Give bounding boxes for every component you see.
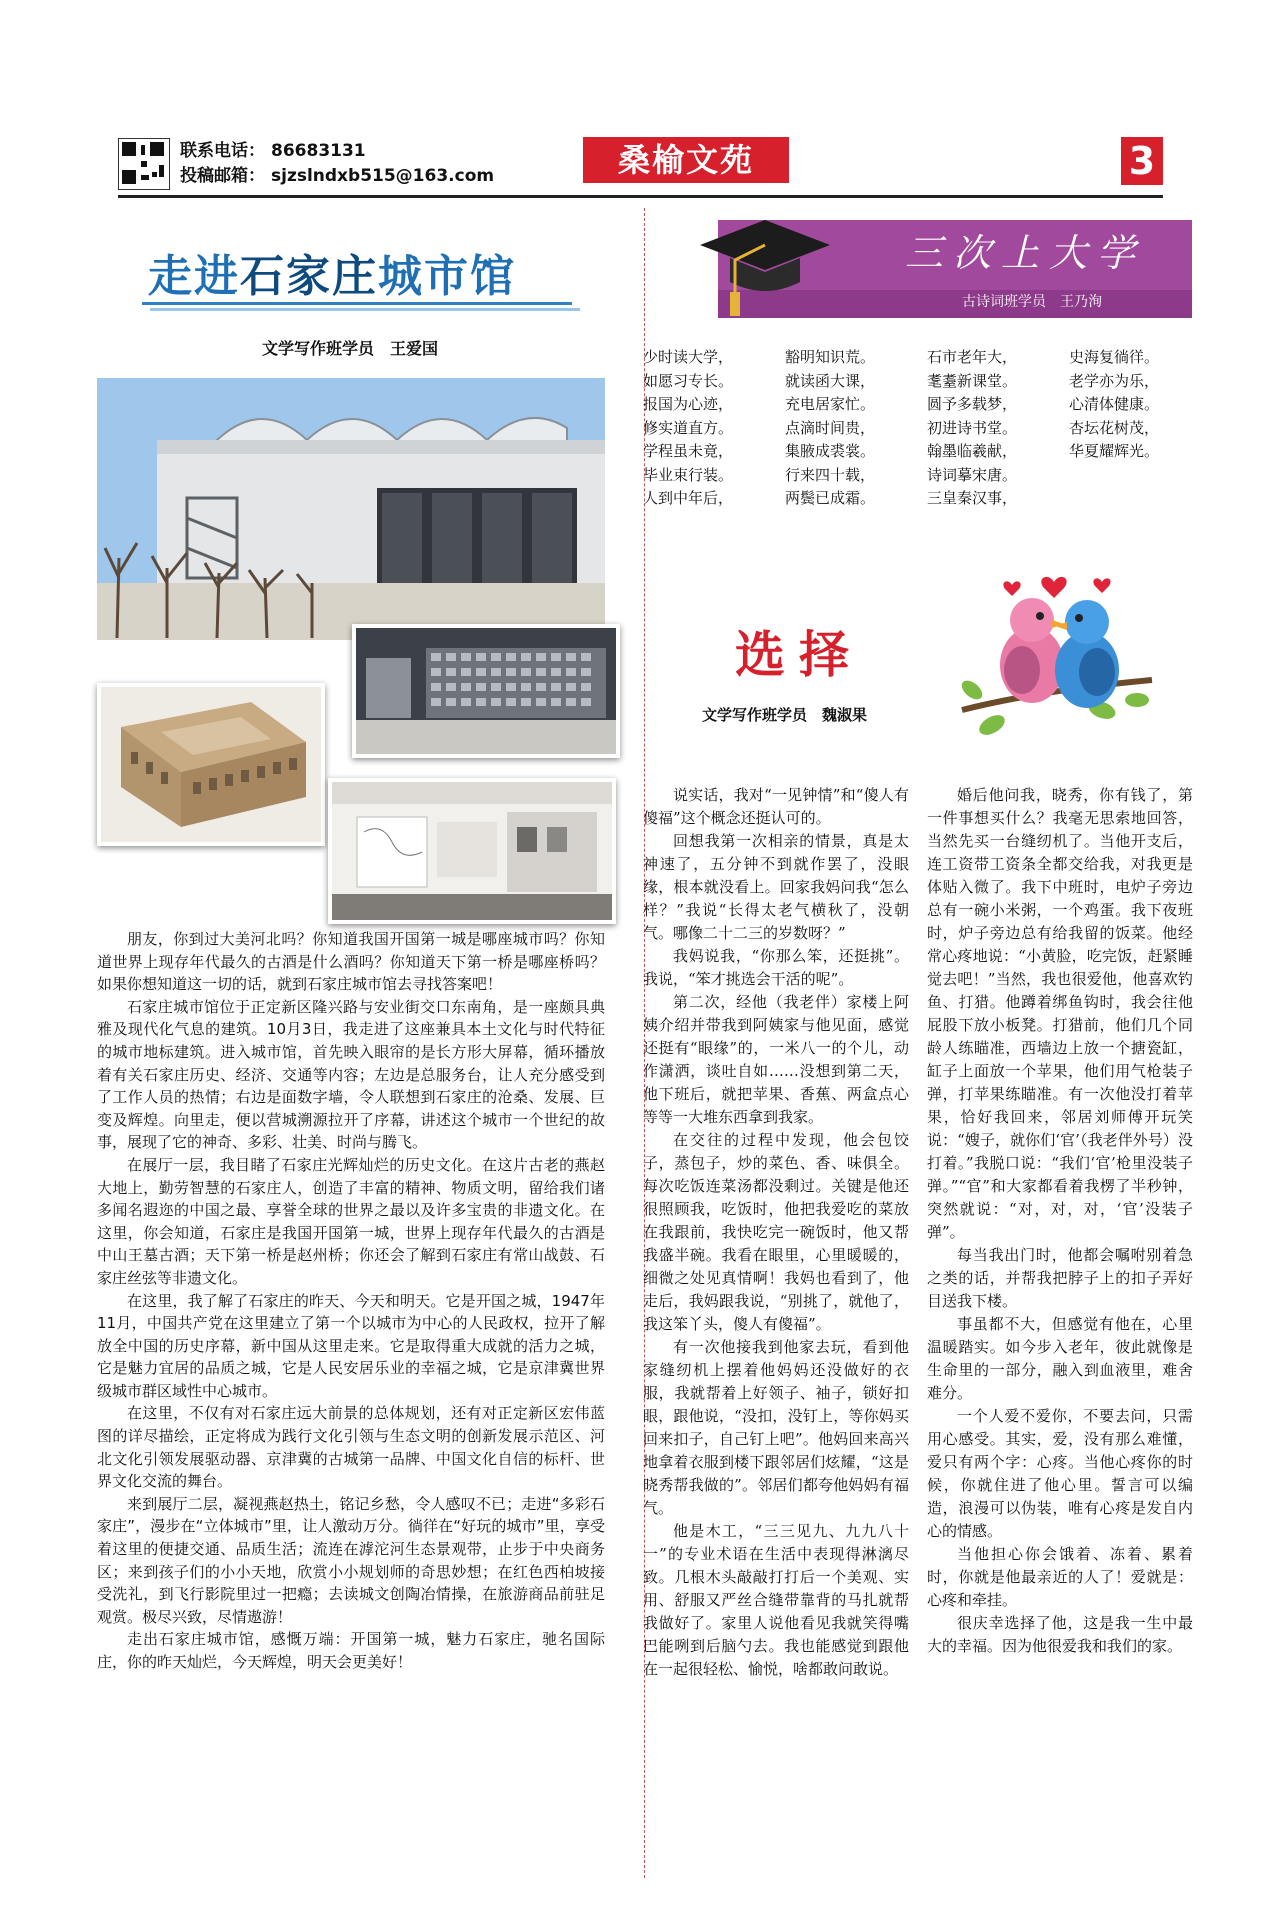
building-model-photo xyxy=(97,683,325,846)
paragraph: 有一次他接我到他家去玩，看到他家缝纫机上摆着他妈妈还没做好的衣服，我就帮着上好领子、袖子，锁好扣眼，跟他说，“没扣，没钉上，等你妈买回来扣子，自己钉上吧”。他妈回来高兴地拿着衣服到楼下跟邻居们炫耀，“这是晓秀帮我做的”。邻居们都夸他妈妈有福气。 xyxy=(643,1338,909,1517)
phone-label: 联系电话： xyxy=(180,141,265,161)
right-article-body xyxy=(643,784,1193,1874)
email-address: sjzslndxb515@163.com xyxy=(271,166,495,186)
paragraph: 婚后他问我，晓秀，你有钱了，第一件事想买什么？我毫无思索地回答，当然先买一台缝纫机了。当他开支后，连工资带工资条全都交给我，对我更是体贴入微了。我下中班时，电炉子旁边总有一碗小米粥，一个鸡蛋。我下夜班时，炉子旁边总有给我留的饭菜。他经常心疼地说：“小黄脸，吃完饭，赶紧睡觉去吧！”当然，我也很爱他，他喜欢钓鱼、打猎。他蹲着绑鱼钩时，我会往他屁股下放小板凳。打猎前，他们几个同龄人练瞄准，西墙边上放一个搪瓷缸，缸子上面放一个苹果，他们用气枪装子弹，打苹果练瞄准。有一次他没打着苹果，恰好我回来，邻居刘师傅开玩笑说：“嫂子，就你们‘官’（我老伴外号）没打着。”我脱口说：“我们‘官’枪里没装子弹。”“官”和大家都看着我楞了半秒钟，突然就说：“对，对，对，‘官’没装子弹”。 xyxy=(927,786,1193,1241)
poem-row: 少时读大学， 豁明知识荒。 石市老年大， 史海复徜徉。 xyxy=(643,348,1160,366)
page-number: 3 xyxy=(1121,137,1163,185)
poem-author: 古诗词班学员 王乃洵 xyxy=(962,294,1102,310)
left-article-title: 走进石家庄城市馆 xyxy=(148,251,516,302)
paragraph: 在展厅一层，我目睹了石家庄光辉灿烂的历史文化。在这片古老的燕赵大地上，勤劳智慧的石家庄人，创造了丰富的精神、物质文明，留给我们诸多闻名遐迩的中国之最、享誉全球的世界之最以及许多宝贵的非遗文化。在这里，你会知道，石家庄是我国开国第一城，世界上现存年代最久的古酒是中山王墓古酒；天下第一桥是赵州桥；你还会了解到石家庄有常山战鼓、石家庄丝弦等非遗文化。 xyxy=(97,1155,605,1287)
left-article-author: 文学写作班学员 王爱国 xyxy=(262,339,439,358)
paragraph: 在这里，不仅有对石家庄远大前景的总体规划，还有对正定新区宏伟蓝图的详尽描绘，正定将成为践行文化引领与生态文明的创新发展示范区、河北文化引领发展驱动器、京津冀的古城第一品牌、中国文化自信的标杆、世界文化交流的舞台。 xyxy=(97,1404,605,1491)
paragraph: 我妈说我，“你那么笨，还挺挑”。我说，“笨才挑选会干活的呢”。 xyxy=(643,947,909,988)
paragraph: 很庆幸选择了他，这是我一生中最大的幸福。因为他很爱我和我们的家。 xyxy=(927,1614,1193,1655)
right-article-title: 选择 xyxy=(735,625,863,684)
exhibition-hall-photo xyxy=(328,778,616,924)
paragraph: 在交往的过程中发现，他会包饺子，蒸包子，炒的菜色、香、味俱全。每次吃饭连菜汤都没剩过。关键是他还很照顾我，吃饭时，他把我爱吃的菜放在我跟前，我快吃完一碗饭时，他又帮我盛半碗。我看在眼里，心里暖暖的，细微之处见真情啊！我妈也看到了，他走后，我妈跟我说，“别挑了，就他了，我这笨丫头，傻人有傻福”。 xyxy=(643,1131,909,1333)
paragraph: 石家庄城市馆位于正定新区隆兴路与安业街交口东南角，是一座颇具典雅及现代化气息的建筑。10月3日，我走进了这座兼具本土文化与时代特征的城市地标建筑。进入城市馆，首先映入眼帘的是长方形大屏幕，循环播放着有关石家庄历史、经济、交通等内容；左边是总服务台，让人充分感受到了工作人员的热情；右边是面数字墙，令人联想到石家庄的沧桑、发展、巨变及辉煌。向里走，便以营城溯源拉开了序幕，讲述这个城市一个世纪的故事，展现了它的神奇、多彩、壮美、时尚与腾飞。 xyxy=(97,997,605,1152)
paragraph: 朋友，你到过大美河北吗？你知道我国开国第一城是哪座城市吗？你知道世界上现存年代最久的古酒是什么酒吗？你知道天下第一桥是哪座桥吗？如果你想知道这一切的话，就到石家庄城市馆去寻找答案吧！ xyxy=(97,930,605,994)
poem-row: 如愿习专长。 就读函大课， 耄耋新课堂。 老学亦为乐， xyxy=(643,371,1160,390)
paragraph: 回想我第一次相亲的情景，真是太神速了，五分钟不到就作罢了，没眼缘，根本就没看上。回家我妈问我“怎么样？”我说“长得太老气横秋了，没朝气。哪像二十二三的岁数呀？” xyxy=(643,832,909,942)
header-rule xyxy=(118,195,1163,198)
title-underline-shadow xyxy=(150,308,580,311)
digital-wall-photo xyxy=(352,624,620,758)
right-article-author: 文学写作班学员 魏淑果 xyxy=(702,706,868,724)
paragraph: 第二次，经他（我老伴）家楼上阿姨介绍并带我到阿姨家与他见面，感觉还挺有“眼缘”的，一米八一的个儿，动作潇洒，谈吐自如……没想到第二天，他下班后，就把苹果、香蕉、两盒点心等等一大堆东西拿到我家。 xyxy=(643,993,909,1126)
graduation-cap-icon xyxy=(695,200,835,320)
poem-row: 毕业束行装。 行来四十载， 诗词摹宋唐。 xyxy=(643,465,1018,484)
column-name: 桑榆文苑 xyxy=(583,137,789,183)
paragraph: 事虽都不大，但感觉有他在，心里温暖踏实。如今步入老年，彼此就像是生命里的一部分，融入到血液里，难舍难分。 xyxy=(927,1315,1193,1402)
contact-info xyxy=(180,139,494,189)
title-underline xyxy=(142,302,572,305)
paragraph: 当他担心你会饿着、冻着、累着时，你就是他最亲近的人了！爱就是：心疼和牵挂。 xyxy=(927,1545,1193,1609)
poem-row: 报国为心迹， 充电居家忙。 圆予多载梦， 心清体健康。 xyxy=(643,395,1160,413)
museum-exterior-photo xyxy=(97,378,605,640)
poem-body xyxy=(643,346,1213,511)
paragraph: 一个人爱不爱你，不要去问，只需用心感受。其实，爱，没有那么难懂，爱只有两个字：心疼。当他心疼你的时候，你就住进了他心里。誓言可以编造，浪漫可以伪装，唯有心疼是发自内心的情感。 xyxy=(927,1407,1193,1540)
love-birds-icon xyxy=(952,560,1162,760)
paragraph: 来到展厅二层，凝视燕赵热土，铭记乡愁，令人感叹不已；走进“多彩石家庄”，漫步在“立体城市”里，让人激动万分。徜徉在“好玩的城市”里，享受着这里的便捷交通、品质生活；流连在滹沱河生态景观带，止步于中央商务区；来到孩子们的小小天地，欣赏小小规划师的奇思妙想；在红色西柏坡接受洗礼，到飞行影院里过一把瘾；去读城文创陶冶情操，在旅游商品前驻足观赏。极尽兴致，尽情遨游！ xyxy=(97,1494,605,1626)
paragraph: 说实话，我对“一见钟情”和“傻人有傻福”这个概念还挺认可的。 xyxy=(643,786,909,827)
email-label: 投稿邮箱： xyxy=(180,166,265,186)
poem-row: 人到中年后， 两鬓已成霜。 三皇秦汉事， xyxy=(643,489,1018,507)
poem-title: 三次上大学 xyxy=(905,231,1146,275)
paragraph: 每当我出门时，他都会嘱咐别着急之类的话，并帮我把脖子上的扣子弄好目送我下楼。 xyxy=(927,1246,1193,1310)
paragraph: 他是木工，“三三见九、九九八十一”的专业术语在生活中表现得淋漓尽致。几根木头敲敲打打后一个美观、实用、舒服又严丝合缝带靠背的马扎就帮我做好了。家里人说他看见我就笑得嘴巴能咧到后脑勺去。我也能感觉到跟他在一起很轻松、愉悦，啥都敢问敢说。 xyxy=(643,1522,909,1678)
poem-row: 学程虽未竟， 集腋成裘裳。 翰墨临羲献， 华夏耀辉光。 xyxy=(643,442,1160,460)
poem-row: 修实道直方。 点滴时间贵， 初进诗书堂。 杏坛花树茂， xyxy=(643,418,1160,437)
qr-code xyxy=(118,138,170,190)
paragraph: 在这里，我了解了石家庄的昨天、今天和明天。它是开国之城，1947年11月，中国共产党在这里建立了第一个以城市为中心的人民政权，拉开了解放全中国的历史序幕，新中国从这里走来。它是取得重大成就的活力之城，它是魅力宜居的品质之城，它是人民安居乐业的幸福之城，它是京津冀世界级城市群区域性中心城市。 xyxy=(97,1291,605,1400)
paragraph: 走出石家庄城市馆，感慨万端：开国第一城，魅力石家庄，驰名国际庄，你的昨天灿烂，今天辉煌，明天会更美好！ xyxy=(97,1630,605,1671)
phone-number: 86683131 xyxy=(271,141,366,161)
left-article-body xyxy=(97,928,605,1674)
